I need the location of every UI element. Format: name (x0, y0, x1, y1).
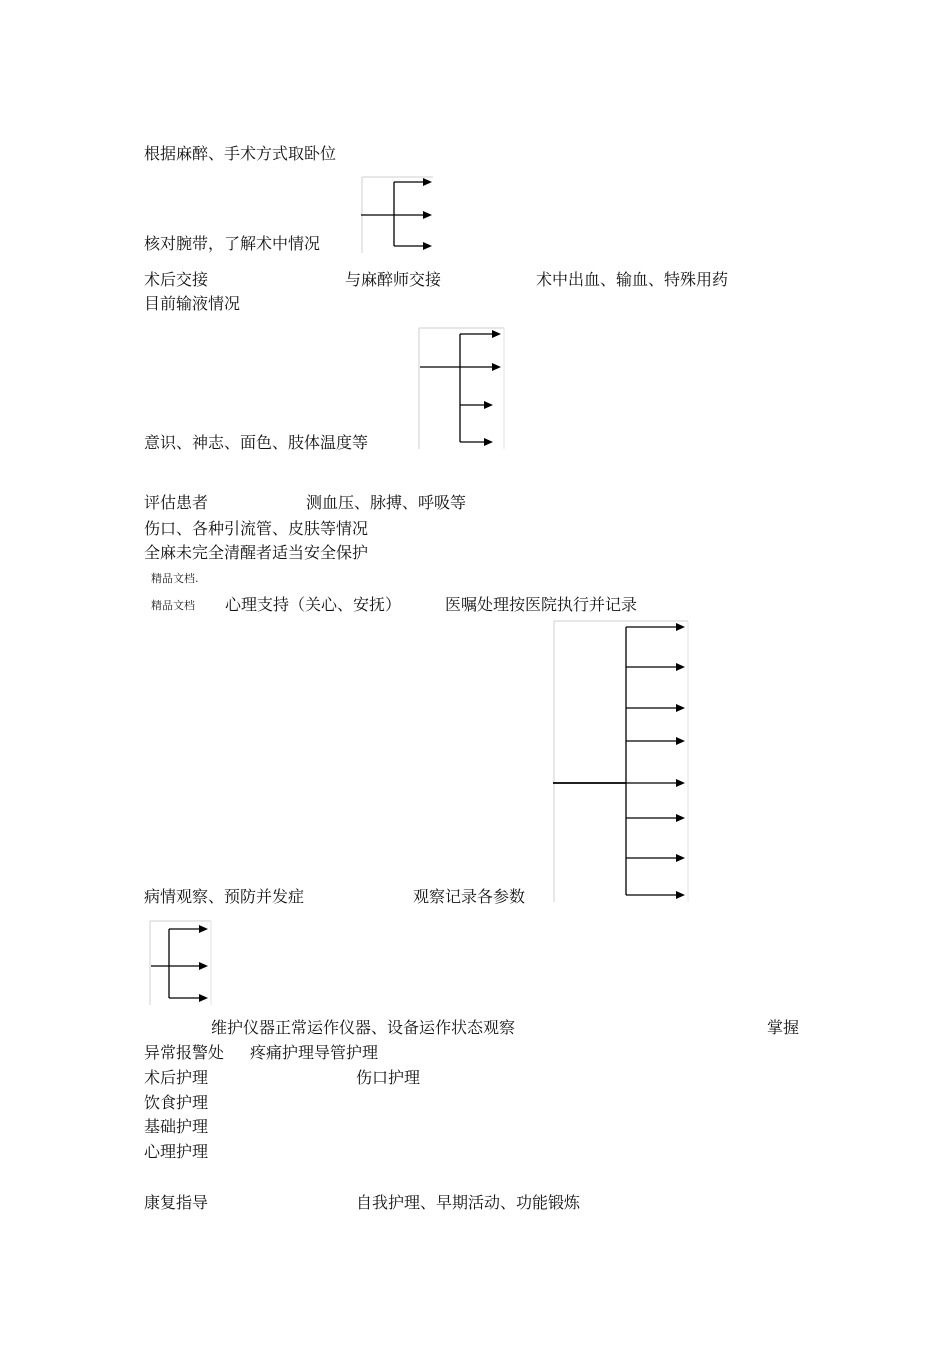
text-line: 测血压、脉搏、呼吸等 (306, 493, 467, 512)
branch-arrows-icon (361, 176, 435, 254)
text-line: 术后交接 (144, 270, 209, 289)
text-line: 术中出血、输血、特殊用药 (536, 270, 729, 289)
text-line: 异常报警处 (144, 1043, 225, 1062)
text-line: 医嘱处理按医院执行并记录 (445, 595, 638, 614)
text-line: 全麻未完全清醒者适当安全保护 (144, 543, 369, 562)
text-line: 评估患者 (144, 493, 209, 512)
branch-arrows-icon (418, 327, 508, 451)
text-line: 伤口、各种引流管、皮肤等情况 (144, 519, 369, 538)
text-line: 心理支持（关心、安抚） (225, 595, 402, 614)
text-line: 目前输液情况 (144, 294, 241, 313)
text-line: 术后护理 (144, 1068, 209, 1087)
watermark-text: 精品文档. (151, 572, 199, 585)
text-line: 康复指导 (144, 1193, 209, 1212)
text-line: 意识、神志、面色、肢体温度等 (144, 433, 369, 452)
text-line: 病情观察、预防并发症 (144, 887, 305, 906)
branch-arrows-icon (149, 920, 215, 1006)
text-line: 观察记录各参数 (413, 887, 526, 906)
text-line: 与麻醉师交接 (345, 270, 442, 289)
text-line: 根据麻醉、手术方式取卧位 (144, 144, 337, 163)
text-line: 疼痛护理导管护理 (250, 1043, 379, 1062)
text-line: 心理护理 (144, 1142, 209, 1161)
text-line: 核对腕带，了解术中情况 (144, 234, 321, 253)
watermark-text: 精品文档 (151, 599, 195, 612)
text-line: 基础护理 (144, 1117, 209, 1136)
text-line: 自我护理、早期活动、功能锻炼 (356, 1193, 581, 1212)
text-line: 饮食护理 (144, 1093, 209, 1112)
text-line: 维护仪器正常运作仪器、设备运作状态观察 (211, 1018, 516, 1037)
text-line: 伤口护理 (356, 1068, 421, 1087)
branch-arrows-icon (553, 620, 693, 904)
text-line: 掌握 (767, 1018, 800, 1037)
